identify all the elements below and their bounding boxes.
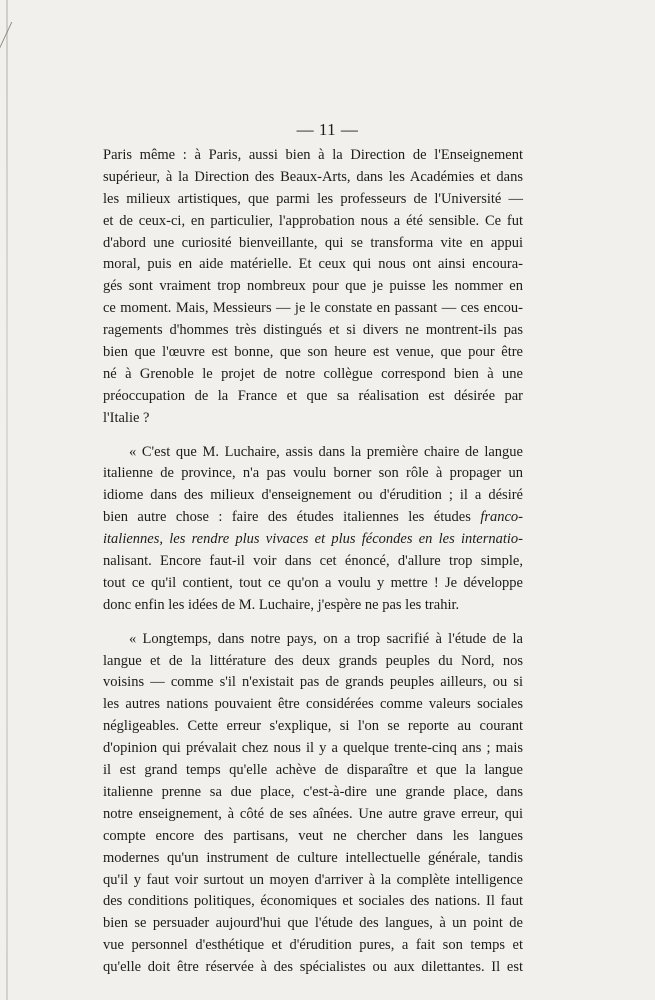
text-line: nalisant. Encore faut-il voir dans cet énoncé, d'allure trop simple, <box>103 553 523 570</box>
text-line: donc enfin les idées de M. Luchaire, j'espère ne pas les trahir. <box>103 596 460 613</box>
text-line: les milieux artistiques, que parmi les professeurs de l'Université — <box>103 190 523 207</box>
text-line: d'abord une curiosité bienveillante, qui se transforma vite en appui <box>103 234 523 251</box>
paragraph <box>103 442 523 617</box>
text-line: préoccupation de la France et que sa réalisation est désirée par <box>103 387 523 404</box>
text-line: italienne de province, n'a pas voulu borner son rôle à propager un <box>103 465 523 482</box>
text-line: bien que l'œuvre est bonne, que son heure est venue, que pour être <box>103 344 523 361</box>
italic-term: italiennes, les rendre plus vivaces et plus fécondes en les <box>103 531 455 548</box>
italic-term: franco- <box>480 509 523 526</box>
text-line: compte encore des partisans, veut ne chercher dans les langues <box>103 827 523 844</box>
text-line: négligeables. Cette erreur s'explique, si l'on se reporte au courant <box>103 718 523 735</box>
text-line: notre enseignement, à côté de ses aînées. Une autre grave erreur, qui <box>103 805 523 822</box>
text-line: ce moment. Mais, Messieurs — je le constate en passant — ces encou- <box>103 300 523 317</box>
text-line: qu'il y faut voir surtout un moyen d'arriver à la complète intelligence <box>103 871 523 888</box>
text-line: bien se persuader aujourd'hui que l'étude des langues, à un point de <box>103 915 523 932</box>
page-number: — 11 — <box>296 120 359 139</box>
text-line: vue personnel d'esthétique et d'érudition pures, a fait son temps et <box>103 937 523 954</box>
text-line: « Longtemps, dans notre pays, on a trop sacrifié à l'étude de la <box>129 630 523 647</box>
text-line: d'opinion qui prévalait chez nous il y a quelque trente-cinq ans ; mais <box>103 740 523 757</box>
text-line: « C'est que M. Luchaire, assis dans la première chaire de langue <box>129 443 523 460</box>
text-line: gés sont vraiment trop nombreux pour que je puisse les nommer en <box>103 278 523 295</box>
text-line: il est grand temps qu'elle achève de disparaître et que la langue <box>103 762 523 779</box>
text-line <box>103 507 523 529</box>
text-segment: bien autre chose : faire des études italiennes les études <box>103 509 471 526</box>
text-line: langue et de la littérature des deux grands peuples du Nord, nos <box>103 652 523 669</box>
text-line: ragements d'hommes très distingués et si divers ne montrent-ils pas <box>103 322 523 339</box>
text-line: des conditions politiques, économiques et sociales des nations. Il faut <box>103 893 523 910</box>
paragraph <box>103 629 523 979</box>
text-line: les autres nations pouvaient être considérées comme valeurs sociales <box>103 696 523 713</box>
text-line: idiome dans des milieux d'enseignement ou d'érudition ; il a désiré <box>103 487 523 504</box>
text-line: supérieur, à la Direction des Beaux-Arts, dans les Académies et dans <box>103 168 523 185</box>
text-line <box>103 529 523 551</box>
text-line: l'Italie ? <box>103 409 150 426</box>
text-line: italienne prenne sa due place, c'est-à-dire une grande place, dans <box>103 783 523 800</box>
italic-term: internatio- <box>460 531 524 548</box>
page-edge-mark <box>0 22 20 62</box>
text-line: et de ceux-ci, en particulier, l'approbation nous a été sensible. Ce fut <box>103 212 523 229</box>
text-line: moral, puis en aide matérielle. Et ceux qui nous ont ainsi encoura- <box>103 256 523 273</box>
text-line: qu'elle doit être réservée à des spécialistes ou aux dilettantes. Il est <box>103 959 523 976</box>
text-line: tout ce qu'il contient, tout ce qu'on a voulu y mettre ! Je développe <box>103 574 523 591</box>
text-line: né à Grenoble le projet de notre collègue correspond bien à une <box>103 365 523 382</box>
text-line: voisins — comme s'il n'existait pas de grands peuples ailleurs, ou si <box>103 674 523 691</box>
text-line: Paris même : à Paris, aussi bien à la Direction de l'Enseignement <box>103 147 523 163</box>
body-text <box>103 145 523 979</box>
page-edge <box>6 0 8 1000</box>
text-line: modernes qu'un instrument de culture intellectuelle générale, tandis <box>103 849 523 866</box>
paragraph <box>103 145 523 430</box>
